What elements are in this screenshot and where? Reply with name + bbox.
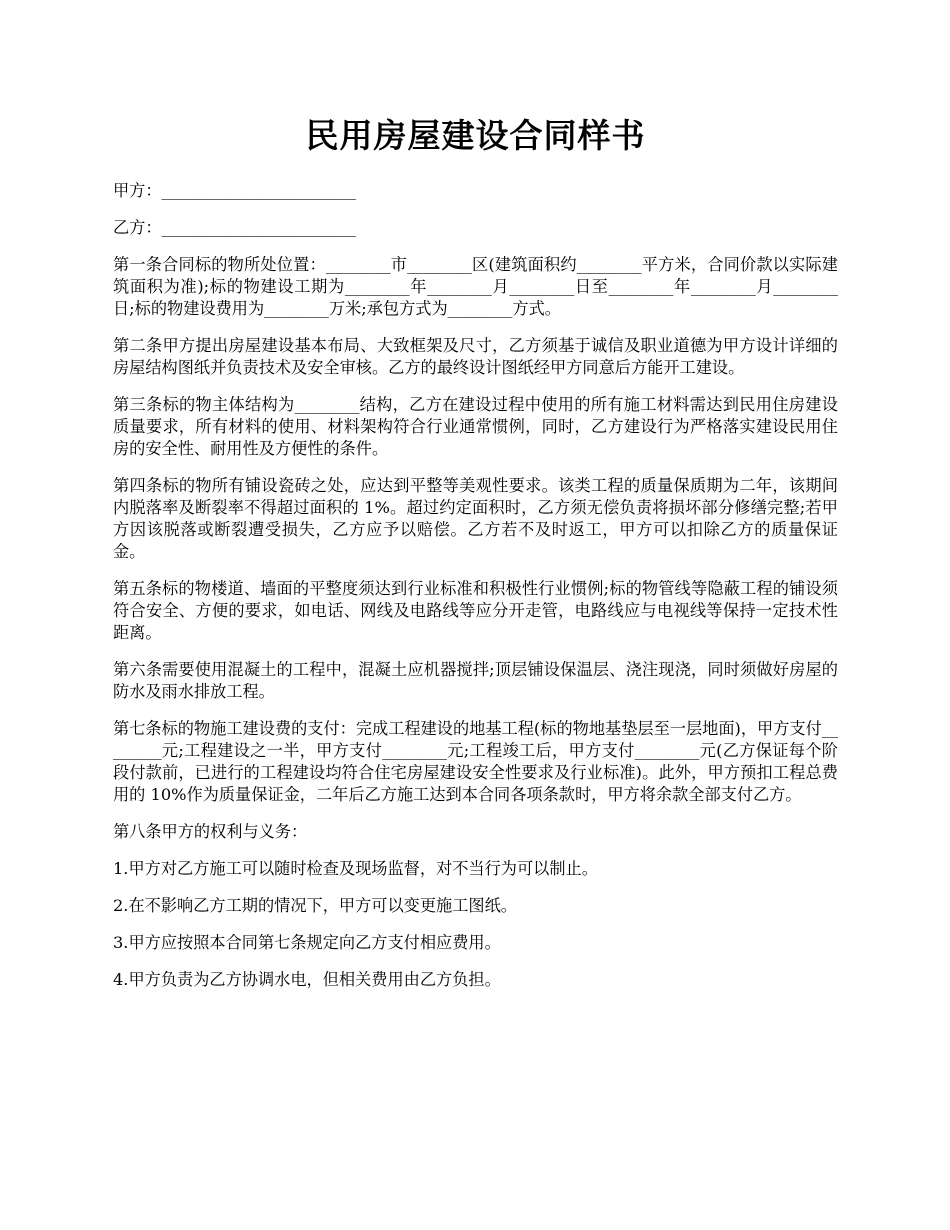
- clause-2: 第二条甲方提出房屋建设基本布局、大致框架及尺寸，乙方须基于诚信及职业道德为甲方设计详细的房屋结构图纸并负责技术及安全审核。乙方的最终设计图纸经甲方同意后方能开工建设。: [113, 336, 838, 377]
- clause-8-item-4: 4.甲方负责为乙方协调水电，但相关费用由乙方负担。: [113, 970, 501, 989]
- clause-8-item-3: 3.甲方应按照本合同第七条规定向乙方支付相应费用。: [113, 933, 501, 952]
- clause-8-heading: 第八条甲方的权利与义务：: [113, 822, 308, 841]
- clause-8-item-2: 2.在不影响乙方工期的情况下，甲方可以变更施工图纸。: [113, 896, 517, 915]
- party-a-line: 甲方：________________________: [113, 181, 356, 200]
- clause-4: 第四条标的物所有铺设瓷砖之处，应达到平整等美观性要求。该类工程的质量保质期为二年，该期间内脱落率及断裂率不得超过面积的 1%。超过约定面积时，乙方须无偿负责将损坏部分修缮完整;若甲方因该脱落或断裂遭受损失，乙方应予以赔偿。乙方若不及时返工，甲方可以扣除乙方的质量保证金。: [113, 476, 838, 561]
- document-title: 民用房屋建设合同样书: [305, 116, 646, 155]
- clause-8-item-1: 1.甲方对乙方施工可以随时检查及现场监督，对不当行为可以制止。: [113, 859, 598, 878]
- clause-5: 第五条标的物楼道、墙面的平整度须达到行业标准和积极性行业惯例;标的物管线等隐蔽工程的铺设须符合安全、方便的要求，如电话、网线及电路线等应分开走管，电路线应与电视线等保持一定技术性距离。: [113, 579, 838, 642]
- clause-1: 第一条合同标的物所处位置：________市________区(建筑面积约________平方米，合同价款以实际建筑面积为准);标的物建设工期为________年________月________日至________年________月________日;标的物建设费用为________万米;承包方式为________方式。: [113, 255, 838, 318]
- clause-7: 第七条标的物施工建设费的支付：完成工程建设的地基工程(标的物地基垫层至一层地面)，甲方支付________元;工程建设之一半，甲方支付________元;工程竣工后，甲方支付________元(乙方保证每个阶段付款前，已进行的工程建设均符合住宅房屋建设安全性要求及行业标准)。此外，甲方预扣工程总费用的 10%作为质量保证金，二年后乙方施工达到本合同各项条款时，甲方将余款全部支付乙方。: [113, 719, 838, 804]
- clause-6: 第六条需要使用混凝土的工程中，混凝土应机器搅拌;顶层铺设保温层、浇注现浇，同时须做好房屋的防水及雨水排放工程。: [113, 660, 838, 701]
- document-body: [113, 180, 838, 1006]
- party-b-line: 乙方：________________________: [113, 218, 356, 237]
- clause-3: 第三条标的物主体结构为________结构，乙方在建设过程中使用的所有施工材料需达到民用住房建设质量要求，所有材料的使用、材料架构符合行业通常惯例，同时，乙方建设行为严格落实建设民用住房的安全性、耐用性及方便性的条件。: [113, 395, 838, 458]
